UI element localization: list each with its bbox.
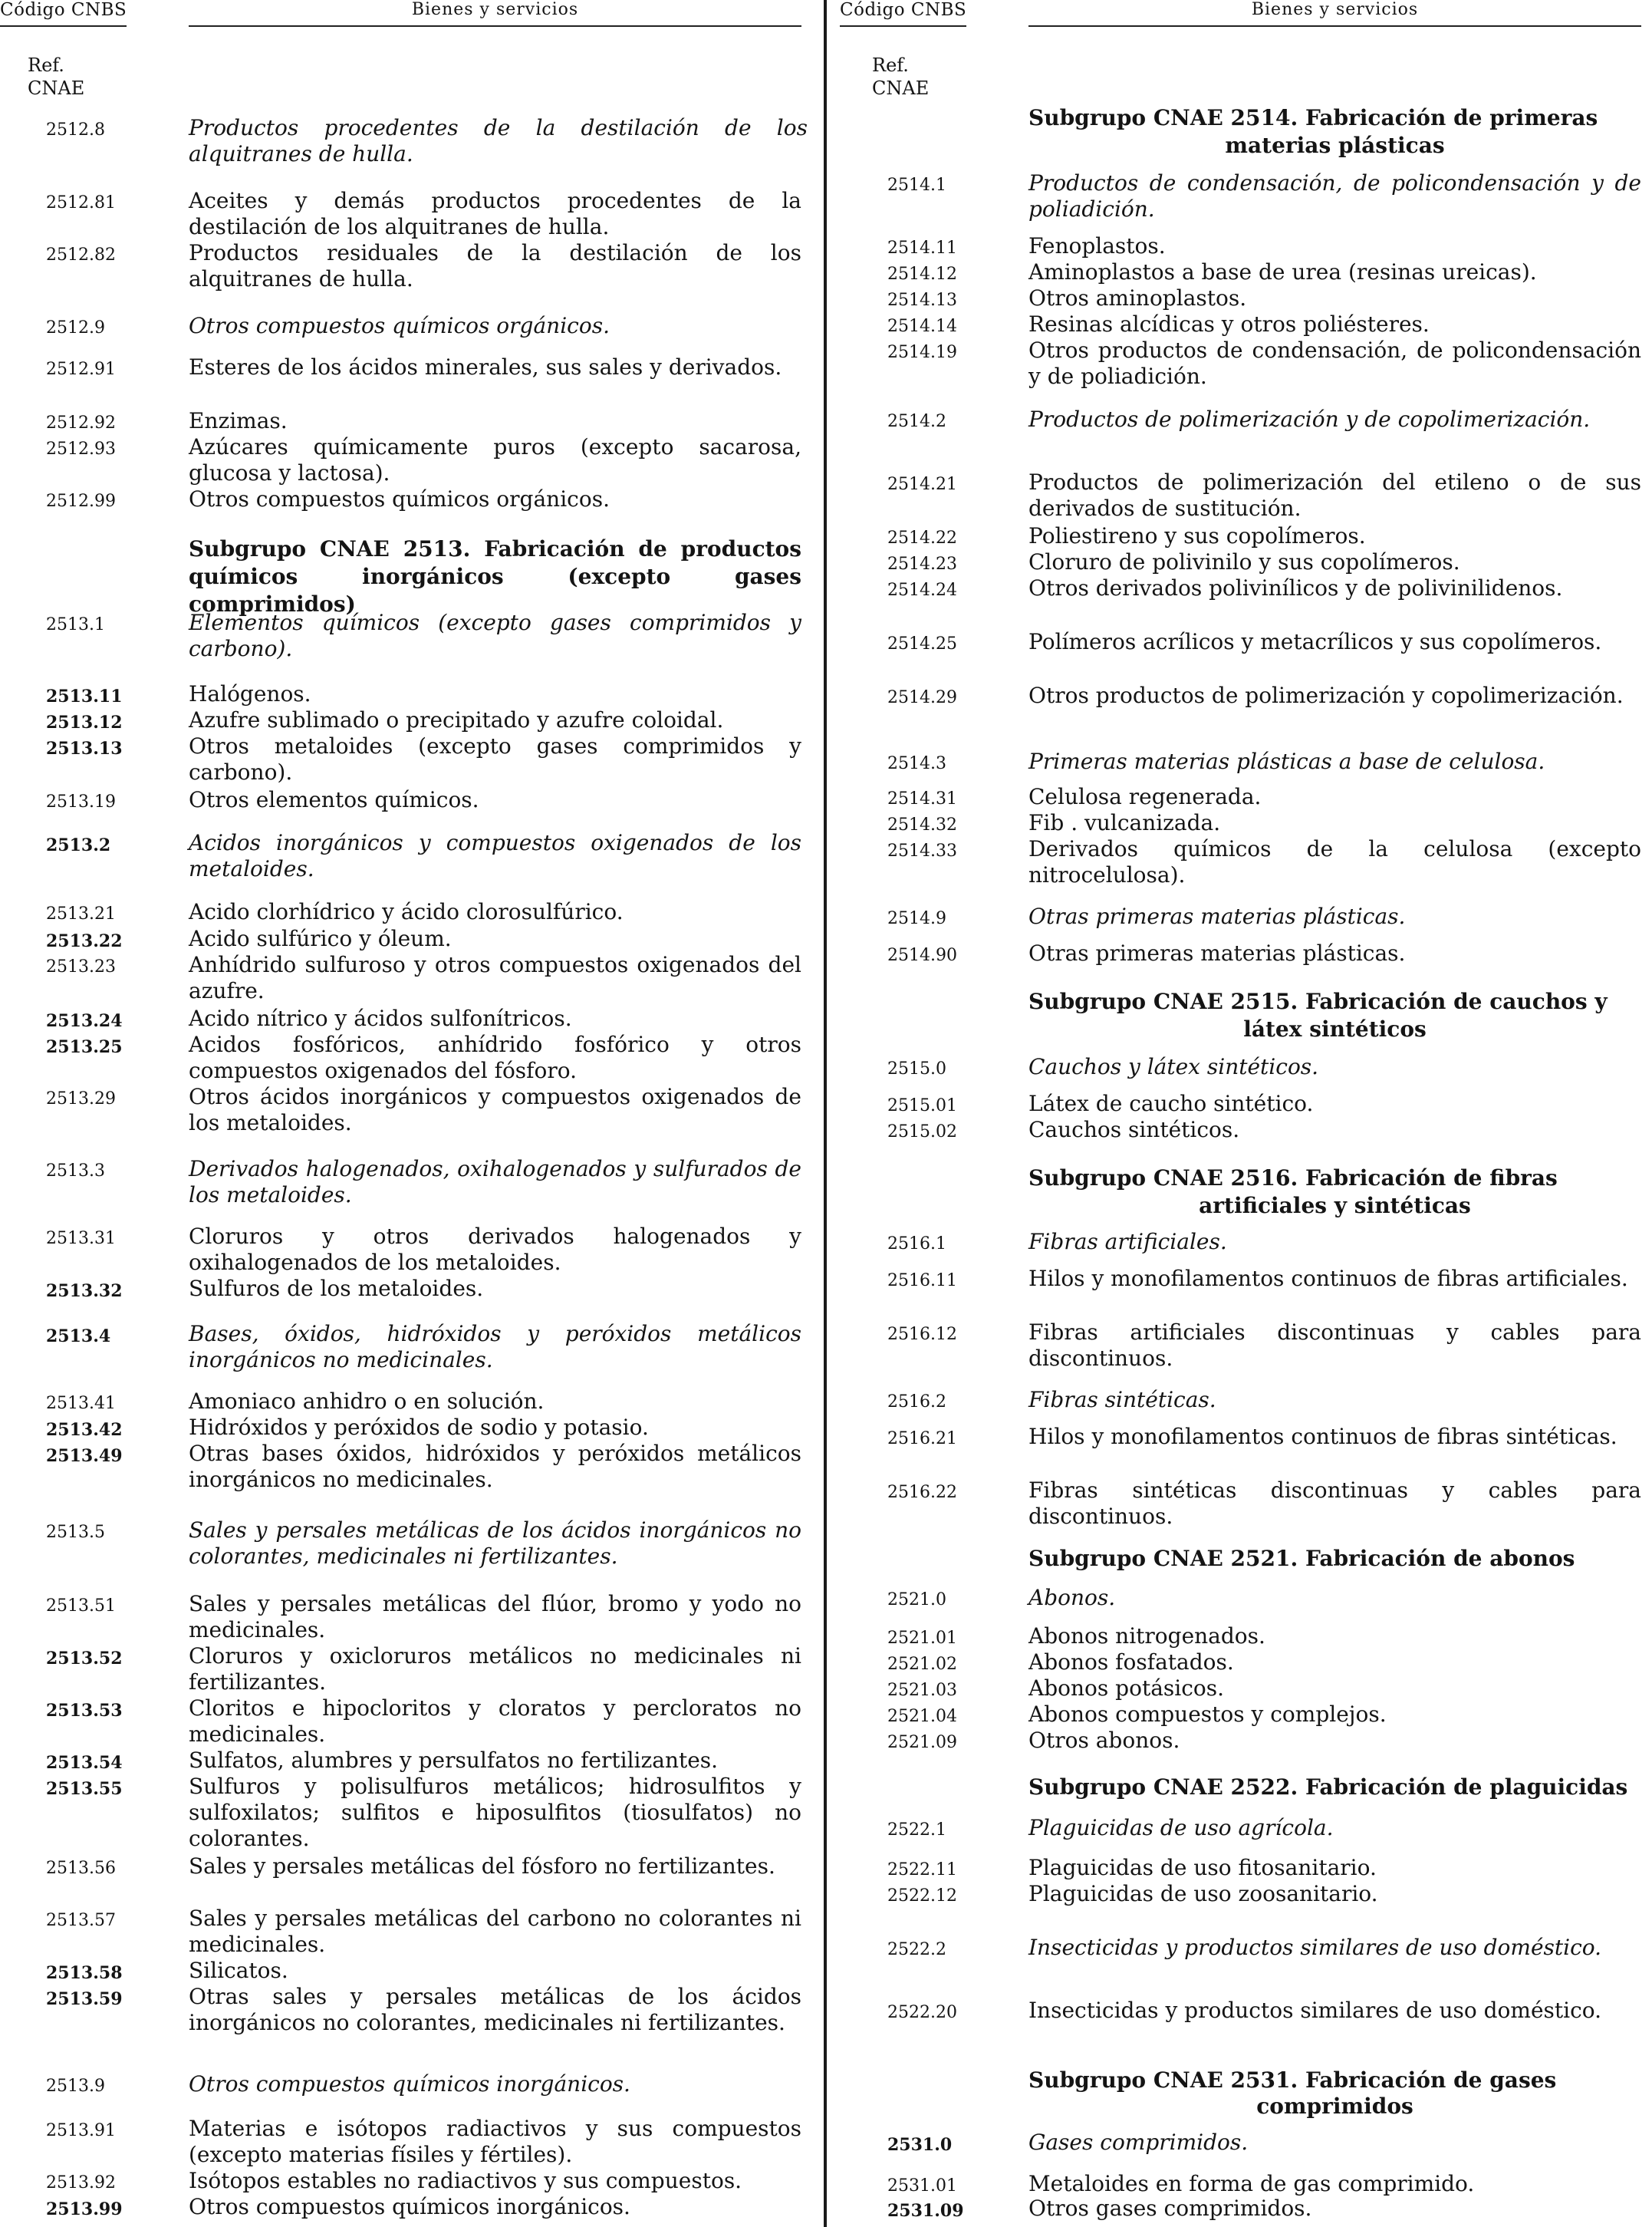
item-code: 2514.14	[887, 317, 957, 336]
item-code: 2513.51	[46, 1596, 116, 1616]
item-code: 2513.2	[46, 835, 111, 855]
item-description: Cloruros y oxicloruros metálicos no medicinales ni fertilizantes.	[189, 1643, 801, 1695]
item-code: 2521.04	[887, 1707, 957, 1726]
item-code: 2514.19	[887, 343, 957, 362]
item-code: 2514.24	[887, 581, 957, 600]
item-description: Derivados halogenados, oxihalogenados y sulfurados de los metaloides.	[189, 1156, 801, 1207]
item-description: Fibras artificiales discontinuas y cables para discontinuos.	[1028, 1319, 1641, 1371]
item-description: Anhídrido sulfuroso y otros compuestos oxigenados del azufre.	[189, 952, 801, 1003]
right-column: Código CNBS Bienes y servicios Ref. CNAE Subgrupo CNAE 2514. Fabricación de primeras materias plásticas 2514.1 Productos de condensación, de policondensación y de poliadición. 2514.11 Fenoplastos. 2514.12 Aminoplastos a base de urea (resinas ureicas). 2514.13 Otros aminoplastos. 2514.14 Resinas alcídicas y otros poliésteres. 2514.19 Otros productos de condensación, de policondensación y de poliadición. 2514.2 Productos de polimerización y de copolimerización. 2514.21 Productos de polimerización del etileno o de sus derivados de sustitución. 2514.22 Poliestireno y sus copolímeros. 2514.23 Cloruro de polivinilo y sus copolímeros. 2514.24 Otros derivados polivinílicos y de polivinilidenos. 2514.25 Polímeros acrílicos y metacrílicos y sus copolímeros. 2514.29 Otros productos de polimerización y copolimerización. 2514.3 Primeras materias plásticas a base de celulosa. 2514.31 Celulosa regenerada. 2514.32 Fib . vulcanizada. 2514.33 Derivados químicos de la celulosa (excepto nitrocelulosa). 2514.9 Otras primeras materias plásticas. 2514.90 Otras primeras materias plásticas. Subgrupo CNAE 2515. Fabricación de cauchos y látex sintéticos 2515.0 Cauchos y látex sintéticos. 2515.01 Látex de caucho sintético. 2515.02 Cauchos sintéticos. Subgrupo CNAE 2516. Fabricación de fibras artificiales y sintéticas 2516.1 Fibras artificiales. 2516.11 Hilos y monofilamentos continuos de fibras artificiales. 2516.12 Fibras artificiales discontinuas y cables para discontinuos. 2516.2 Fibras sintéticas. 2516.21 Hilos y monofilamentos continuos de fibras sintéticas. 2516.22 Fibras sintéticas discontinuas y cables para discontinuos. Subgrupo CNAE 2521. Fabricación de abonos 2521.0 Abonos. 2521.01 Abonos nitrogenados. 2521.02 Abonos fosfatados. 2521.03 Abonos potásicos. 2521.04 Abonos compuestos y complejos. 2521.09 Otros abonos. Subgrupo CNAE 2522. Fabricación de plaguicidas 2522.1 Plaguicidas de uso agrícola. 2522.11 Plaguicidas de uso fitosanitario. 2522.12 Plaguicidas de uso zoosanitario. 2522.2 Insecticidas y productos similares de uso doméstico. 2522.20 Insecticidas y productos similares de uso doméstico. Subgrupo CNAE 2531. Fabricación de gases comprimidos 2531.0 Gases comprimidos. 2531.01 Metaloides en forma de gas comprimido. 2531.09 Otros gases comprimidos.	[840, 0, 1641, 2227]
item-code: 2515.0	[887, 1059, 946, 1079]
item-code: 2513.24	[46, 1011, 123, 1031]
item-code: 2514.33	[887, 842, 957, 861]
item-description: Otros gases comprimidos.	[1028, 2196, 1312, 2221]
item-description: Sales y persales metálicas del fósforo no fertilizantes.	[189, 1853, 775, 1879]
item-description: Fib . vulcanizada.	[1028, 810, 1221, 835]
item-description: Cloruro de polivinilo y sus copolímeros.	[1028, 549, 1460, 575]
item-code: 2514.29	[887, 688, 957, 707]
item-description: Materias e isótopos radiactivos y sus compuestos (excepto materias físiles y fértiles).	[189, 2116, 801, 2167]
item-code: 2512.91	[46, 360, 116, 379]
code-column-heading: Código CNBS	[840, 0, 967, 20]
item-code: 2512.99	[46, 492, 116, 511]
item-description: Fibras sintéticas discontinuas y cables para discontinuos.	[1028, 1478, 1641, 1529]
item-description: Productos procedentes de la destilación de los alquitranes de hulla.	[189, 115, 808, 166]
item-description: Azufre sublimado o precipitado y azufre coloidal.	[189, 707, 724, 733]
item-code: 2513.23	[46, 957, 116, 977]
item-description: Aminoplastos a base de urea (resinas ureicas).	[1028, 259, 1537, 285]
item-description: Resinas alcídicas y otros poliésteres.	[1028, 311, 1430, 337]
item-code: 2513.99	[46, 2199, 123, 2219]
item-code: 2513.52	[46, 1649, 123, 1669]
item-code: 2514.22	[887, 529, 957, 548]
item-description: Hilos y monofilamentos continuos de fibras artificiales.	[1028, 1266, 1628, 1291]
item-description: Plaguicidas de uso agrícola.	[1028, 1815, 1334, 1840]
item-code: 2513.91	[46, 2121, 116, 2140]
item-code: 2512.92	[46, 413, 116, 433]
left-column: Código CNBS Bienes y servicios Ref. CNAE 2512.8 Productos procedentes de la destilación de los alquitranes de hulla. 2512.81 Aceites y demás productos procedentes de la destilación de los alquitranes de hulla. 2512.82 Productos residuales de la destilación de los alquitranes de hulla. 2512.9 Otros compuestos químicos orgánicos. 2512.91 Esteres de los ácidos minerales, sus sales y derivados. 2512.92 Enzimas. 2512.93 Azúcares químicamente puros (excepto sacarosa, glucosa y lactosa). 2512.99 Otros compuestos químicos orgánicos. Subgrupo CNAE 2513. Fabricación de productos químicos inorgánicos (excepto gases comprimidos) 2513.1 Elementos químicos (excepto gases comprimidos y carbono). 2513.11 Halógenos. 2513.12 Azufre sublimado o precipitado y azufre coloidal. 2513.13 Otros metaloides (excepto gases comprimidos y carbono). 2513.19 Otros elementos químicos. 2513.2 Acidos inorgánicos y compuestos oxigenados de los metaloides. 2513.21 Acido clorhídrico y ácido clorosulfúrico. 2513.22 Acido sulfúrico y óleum. 2513.23 Anhídrido sulfuroso y otros compuestos oxigenados del azufre. 2513.24 Acido nítrico y ácidos sulfonítricos. 2513.25 Acidos fosfóricos, anhídrido fosfórico y otros compuestos oxigenados del fósforo. 2513.29 Otros ácidos inorgánicos y compuestos oxigenados de los metaloides. 2513.3 Derivados halogenados, oxihalogenados y sulfurados de los metaloides. 2513.31 Cloruros y otros derivados halogenados y oxihalogenados de los metaloides. 2513.32 Sulfuros de los metaloides. 2513.4 Bases, óxidos, hidróxidos y peróxidos metálicos inorgánicos no medicinales. 2513.41 Amoniaco anhidro o en solución. 2513.42 Hidróxidos y peróxidos de sodio y potasio. 2513.49 Otras bases óxidos, hidróxidos y peróxidos metálicos inorgánicos no medicinales. 2513.5 Sales y persales metálicas de los ácidos inorgánicos no colorantes, medicinales ni fertilizantes. 2513.51 Sales y persales metálicas del flúor, bromo y yodo no medicinales. 2513.52 Cloruros y oxicloruros metálicos no medicinales ni fertilizantes. 2513.53 Cloritos e hipocloritos y cloratos y percloratos no medicinales. 2513.54 Sulfatos, alumbres y persulfatos no fertilizantes. 2513.55 Sulfuros y polisulfuros metálicos; hidrosulfitos y sulfoxilatos; sulfitos e hiposulfitos (tiosulfatos) no colorantes. 2513.56 Sales y persales metálicas del fósforo no fertilizantes. 2513.57 Sales y persales metálicas del carbono no colorantes ni medicinales. 2513.58 Silicatos. 2513.59 Otras sales y persales metálicas de los ácidos inorgánicos no colorantes, medicinales ni fertilizantes. 2513.9 Otros compuestos químicos inorgánicos. 2513.91 Materias e isótopos radiactivos y sus compuestos (excepto materias físiles y fértiles). 2513.92 Isótopos estables no radiactivos y sus compuestos. 2513.99 Otros compuestos químicos inorgánicos.	[0, 0, 801, 2227]
ref-cnae-label: Ref. CNAE	[28, 54, 85, 99]
item-code: 2514.12	[887, 265, 957, 284]
item-code: 2514.1	[887, 176, 946, 195]
item-description: Otros compuestos químicos orgánicos.	[189, 486, 610, 512]
item-code: 2513.11	[46, 687, 123, 707]
item-description: Primeras materias plásticas a base de celulosa.	[1028, 749, 1545, 774]
item-code: 2522.11	[887, 1860, 957, 1879]
item-description: Productos de polimerización y de copolimerización.	[1028, 407, 1591, 432]
item-description: Hilos y monofilamentos continuos de fibras sintéticas.	[1028, 1424, 1617, 1449]
item-code: 2521.0	[887, 1590, 946, 1609]
item-description: Otros abonos.	[1028, 1728, 1180, 1753]
item-description: Esteres de los ácidos minerales, sus sales y derivados.	[189, 354, 782, 380]
item-description: Abonos compuestos y complejos.	[1028, 1702, 1387, 1727]
column-divider	[824, 0, 827, 2227]
item-description: Otras primeras materias plásticas.	[1028, 941, 1406, 966]
item-code: 2514.23	[887, 555, 957, 574]
item-code: 2531.01	[887, 2176, 957, 2196]
item-code: 2516.22	[887, 1483, 957, 1502]
item-description: Productos de condensación, de policondensación y de poliadición.	[1028, 170, 1641, 222]
item-code: 2516.21	[887, 1429, 957, 1448]
item-description: Silicatos.	[189, 1958, 288, 1983]
item-code: 2531.09	[887, 2201, 964, 2221]
item-code: 2515.02	[887, 1122, 957, 1142]
item-description: Productos residuales de la destilación de los alquitranes de hulla.	[189, 240, 801, 292]
item-code: 2513.25	[46, 1037, 123, 1057]
item-description: Otros productos de condensación, de policondensación y de poliadición.	[1028, 338, 1641, 389]
item-description: Abonos.	[1028, 1585, 1116, 1610]
item-description: Otros compuestos químicos inorgánicos.	[189, 2194, 630, 2219]
item-code: 2521.09	[887, 1733, 957, 1752]
item-code: 2513.56	[46, 1859, 116, 1878]
item-code: 2516.12	[887, 1325, 957, 1344]
item-description: Otras bases óxidos, hidróxidos y peróxidos metálicos inorgánicos no medicinales.	[189, 1441, 801, 1492]
item-description: Acido nítrico y ácidos sulfonítricos.	[189, 1006, 572, 1031]
item-description: Enzimas.	[189, 408, 288, 433]
goods-column-heading: Bienes y servicios	[411, 0, 579, 19]
item-code: 2513.12	[46, 713, 123, 733]
item-description: Abonos fosfatados.	[1028, 1649, 1234, 1675]
item-description: Azúcares químicamente puros (excepto sacarosa, glucosa y lactosa).	[189, 434, 801, 486]
item-description: Cauchos sintéticos.	[1028, 1117, 1240, 1142]
item-description: Sales y persales metálicas de los ácidos inorgánicos no colorantes, medicinales ni fertilizantes.	[189, 1517, 801, 1569]
item-description: Abonos potásicos.	[1028, 1675, 1225, 1701]
item-code: 2513.13	[46, 739, 123, 759]
item-description: Metaloides en forma de gas comprimido.	[1028, 2171, 1475, 2196]
item-code: 2513.41	[46, 1394, 116, 1413]
item-description: Sales y persales metálicas del carbono no colorantes ni medicinales.	[189, 1906, 801, 1957]
item-code: 2512.93	[46, 440, 116, 459]
item-description: Polímeros acrílicos y metacrílicos y sus copolímeros.	[1028, 629, 1602, 654]
item-description: Sulfuros de los metaloides.	[189, 1276, 484, 1301]
item-description: Otros derivados polivinílicos y de polivinilidenos.	[1028, 575, 1563, 601]
item-code: 2512.81	[46, 193, 116, 212]
item-description: Otros metaloides (excepto gases comprimidos y carbono).	[189, 733, 801, 785]
item-description: Otras sales y persales metálicas de los ácidos inorgánicos no colorantes, medicinales ni fertilizantes.	[189, 1984, 801, 2035]
item-description: Insecticidas y productos similares de uso doméstico.	[1028, 1935, 1602, 1960]
item-description: Fibras sintéticas.	[1028, 1387, 1216, 1412]
item-code: 2522.1	[887, 1820, 946, 1840]
item-description: Fenoplastos.	[1028, 233, 1166, 259]
item-code: 2515.01	[887, 1096, 957, 1115]
item-description: Sulfuros y polisulfuros metálicos; hidrosulfitos y sulfoxilatos; sulfitos e hiposulfitos (tiosulfatos) no colorantes.	[189, 1774, 801, 1851]
item-description: Acido clorhídrico y ácido clorosulfúrico.	[189, 899, 624, 924]
item-description: Cloritos e hipocloritos y cloratos y percloratos no medicinales.	[189, 1695, 801, 1747]
item-code: 2522.12	[887, 1886, 957, 1906]
item-code: 2513.49	[46, 1446, 123, 1466]
item-code: 2513.3	[46, 1161, 105, 1181]
item-description: Fibras artificiales.	[1028, 1229, 1227, 1254]
item-description: Otras primeras materias plásticas.	[1028, 904, 1406, 929]
item-code: 2522.2	[887, 1940, 946, 1959]
item-code: 2514.90	[887, 946, 957, 965]
item-code: 2513.59	[46, 1989, 123, 2009]
item-description: Otros compuestos químicos inorgánicos.	[189, 2071, 630, 2097]
item-description: Acidos fosfóricos, anhídrido fosfórico y otros compuestos oxigenados del fósforo.	[189, 1032, 801, 1083]
item-code: 2521.02	[887, 1655, 957, 1674]
item-description: Gases comprimidos.	[1028, 2130, 1249, 2155]
item-description: Plaguicidas de uso fitosanitario.	[1028, 1855, 1377, 1880]
item-code: 2513.9	[46, 2077, 105, 2096]
item-code: 2513.32	[46, 1281, 123, 1301]
item-code: 2514.25	[887, 634, 957, 654]
item-code: 2514.32	[887, 815, 957, 835]
item-code: 2522.20	[887, 2003, 957, 2022]
item-code: 2513.31	[46, 1229, 116, 1248]
item-description: Acido sulfúrico y óleum.	[189, 926, 452, 951]
item-description: Otros aminoplastos.	[1028, 285, 1247, 311]
item-description: Látex de caucho sintético.	[1028, 1091, 1314, 1116]
item-description: Amoniaco anhidro o en solución.	[189, 1389, 545, 1414]
item-code: 2531.0	[887, 2135, 953, 2155]
item-description: Elementos químicos (excepto gases comprimidos y carbono).	[189, 610, 801, 661]
item-description: Abonos nitrogenados.	[1028, 1623, 1265, 1649]
item-code: 2513.19	[46, 792, 116, 812]
goods-column-heading: Bienes y servicios	[1251, 0, 1419, 19]
right-column-header	[840, 0, 1641, 31]
item-code: 2514.11	[887, 239, 957, 258]
item-code: 2514.9	[887, 909, 946, 928]
item-description: Otros productos de polimerización y copolimerización.	[1028, 683, 1624, 708]
item-code: 2512.8	[46, 120, 105, 140]
item-code: 2513.5	[46, 1523, 105, 1542]
item-code: 2521.01	[887, 1629, 957, 1648]
item-description: Cauchos y látex sintéticos.	[1028, 1054, 1319, 1079]
item-code: 2513.42	[46, 1420, 123, 1440]
item-code: 2516.1	[887, 1234, 946, 1254]
item-code: 2514.2	[887, 412, 946, 431]
item-code: 2513.22	[46, 931, 123, 951]
item-code: 2512.9	[46, 318, 105, 338]
item-description: Otros compuestos químicos orgánicos.	[189, 313, 610, 338]
item-code: 2516.2	[887, 1392, 946, 1412]
item-code: 2512.82	[46, 245, 116, 265]
item-description: Cloruros y otros derivados halogenados y oxihalogenados de los metaloides.	[189, 1224, 801, 1275]
item-description: Productos de polimerización del etileno o de sus derivados de sustitución.	[1028, 469, 1641, 521]
item-code: 2513.53	[46, 1701, 123, 1721]
item-description: Sulfatos, alumbres y persulfatos no fertilizantes.	[189, 1748, 719, 1773]
item-code: 2513.54	[46, 1753, 123, 1773]
item-code: 2516.11	[887, 1271, 957, 1290]
item-description: Hidróxidos y peróxidos de sodio y potasio.	[189, 1415, 649, 1440]
item-description: Bases, óxidos, hidróxidos y peróxidos metálicos inorgánicos no medicinales.	[189, 1321, 801, 1372]
item-description: Otros elementos químicos.	[189, 787, 479, 812]
code-column-heading: Código CNBS	[0, 0, 127, 20]
item-code: 2513.4	[46, 1326, 111, 1346]
item-code: 2514.13	[887, 291, 957, 310]
item-code: 2513.55	[46, 1779, 123, 1799]
item-description: Insecticidas y productos similares de uso doméstico.	[1028, 1998, 1602, 2023]
item-description: Derivados químicos de la celulosa (excepto nitrocelulosa).	[1028, 836, 1641, 888]
item-description: Plaguicidas de uso zoosanitario.	[1028, 1881, 1378, 1906]
item-description: Celulosa regenerada.	[1028, 784, 1262, 809]
left-column-header	[0, 0, 801, 31]
item-code: 2513.57	[46, 1911, 116, 1930]
item-description: Sales y persales metálicas del flúor, bromo y yodo no medicinales.	[189, 1591, 801, 1642]
item-description: Poliestireno y sus copolímeros.	[1028, 523, 1366, 549]
item-description: Aceites y demás productos procedentes de la destilación de los alquitranes de hulla.	[189, 188, 801, 239]
item-code: 2513.92	[46, 2173, 116, 2192]
item-code: 2521.03	[887, 1681, 957, 1700]
item-code: 2513.58	[46, 1963, 123, 1983]
item-code: 2513.29	[46, 1089, 116, 1109]
item-description: Acidos inorgánicos y compuestos oxigenados de los metaloides.	[189, 830, 801, 881]
item-code: 2513.21	[46, 904, 116, 924]
item-code: 2513.1	[46, 615, 105, 634]
item-description: Halógenos.	[189, 681, 311, 707]
item-code: 2514.3	[887, 754, 946, 773]
item-code: 2514.31	[887, 789, 957, 809]
item-code: 2514.21	[887, 475, 957, 494]
item-description: Isótopos estables no radiactivos y sus compuestos.	[189, 2168, 742, 2193]
ref-cnae-label: Ref. CNAE	[872, 54, 930, 99]
item-description: Otros ácidos inorgánicos y compuestos oxigenados de los metaloides.	[189, 1084, 801, 1135]
